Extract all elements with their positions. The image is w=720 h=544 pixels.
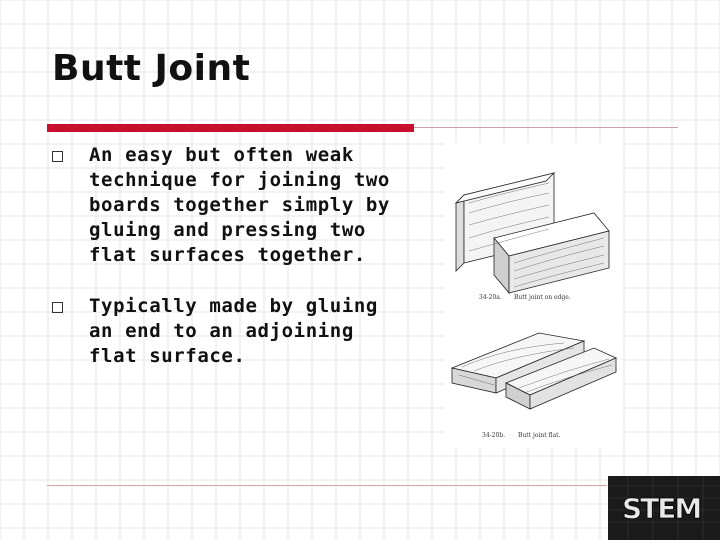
footer-rule (47, 485, 607, 486)
caption-number-top: 34-20a. (479, 294, 502, 301)
title-underline-red (47, 124, 414, 132)
bullet-text: Typically made by gluing an end to an adjoining flat surface. (89, 295, 378, 367)
bullet-list (52, 143, 412, 395)
slide-title: Butt Joint (52, 48, 251, 89)
butt-joint-illustration (444, 143, 622, 448)
bullet-text: An easy but often weak technique for joining two boards together simply by gluing and pressing two flat surfaces together. (89, 144, 390, 266)
flat-butt-joint-drawing (452, 333, 616, 409)
list-item (52, 294, 412, 369)
square-bullet-icon (52, 302, 63, 313)
caption-number-bottom: 34-20b. (482, 432, 506, 439)
caption-top: Butt joint on edge. (514, 294, 571, 301)
caption-bottom: Butt joint flat. (518, 432, 561, 439)
square-bullet-icon (52, 151, 63, 162)
edge-butt-joint-drawing (456, 173, 609, 293)
title-underline-grey (414, 127, 678, 128)
stem-logo (608, 476, 720, 540)
list-item (52, 143, 412, 268)
logo-text: STEM (622, 492, 701, 525)
